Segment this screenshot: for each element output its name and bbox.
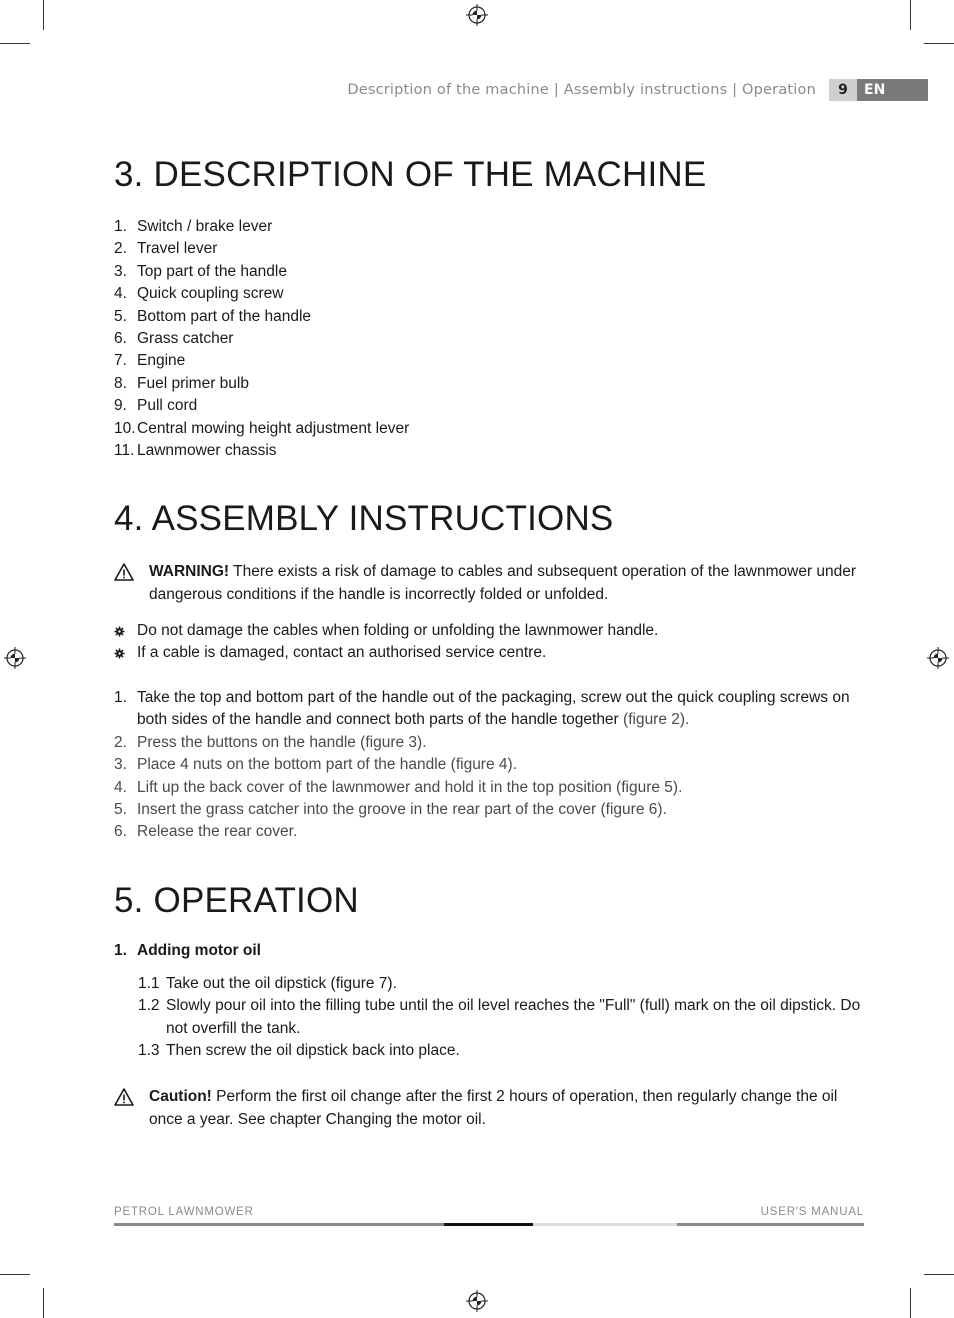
item-number: 7. [114, 352, 127, 370]
page-number: 9 [829, 79, 857, 101]
step-number: 6. [114, 823, 127, 841]
step-number: 1. [114, 689, 127, 706]
item-text: Switch / brake lever [137, 218, 273, 235]
footer-bar [533, 1223, 677, 1226]
crop-mark [0, 1274, 30, 1275]
item-text: Lawnmower chassis [137, 442, 277, 460]
warning-note [114, 561, 864, 607]
item-text: Quick coupling screw [137, 285, 284, 303]
parts-list [114, 216, 409, 462]
caution-label: Caution! [149, 1088, 212, 1105]
footer-doc-type: USER'S MANUAL [760, 1206, 864, 1218]
crop-mark [43, 1288, 44, 1318]
item-number: 2. [114, 240, 127, 258]
registration-mark-icon [466, 4, 488, 26]
list-item [114, 821, 864, 843]
step-text: Release the rear cover. [137, 823, 298, 841]
list-item [138, 995, 864, 1040]
warning-text: There exists a risk of damage to cables and subsequent operation of the lawnmower under dangerous conditions if the handle is incorrectly folded or unfolded. [149, 563, 857, 603]
step-text: Slowly pour oil into the filling tube until the oil level reaches the "Full" (full) mark on the oil dipstick. Do not overfill the tank. [166, 997, 861, 1037]
list-item [114, 620, 658, 642]
assembly-steps [114, 687, 864, 844]
item-text: Bottom part of the handle [137, 307, 312, 325]
list-item [114, 687, 864, 732]
gear-bullet-icon [114, 626, 125, 637]
item-number: 8. [114, 374, 127, 392]
crop-mark [924, 43, 954, 44]
caution-text: Perform the first oil change after the first 2 hours of operation, then regularly change the oil once a year. See chapter Changing the motor oil. [149, 1088, 838, 1128]
list-item [114, 642, 658, 664]
step-number: 1.3 [138, 1042, 160, 1060]
list-item [114, 799, 864, 821]
warning-triangle-icon [114, 563, 134, 581]
footer-bar [444, 1223, 533, 1226]
footer-bar [114, 1223, 444, 1226]
figure-reference: (figure 2). [623, 711, 690, 729]
crop-mark [910, 1288, 911, 1318]
crop-mark [910, 0, 911, 30]
item-text: Grass catcher [137, 330, 234, 348]
list-item [138, 1040, 864, 1062]
crop-mark [924, 1274, 954, 1275]
list-item [114, 350, 409, 372]
item-number: 10. [114, 419, 136, 437]
list-item [114, 777, 864, 799]
item-number: 3. [114, 262, 127, 280]
step-number: 4. [114, 778, 127, 796]
item-text: Travel lever [137, 240, 218, 258]
bullet-list [114, 620, 658, 665]
step-number: 5. [114, 801, 127, 819]
oil-steps [138, 973, 864, 1063]
item-text: Central mowing height adjustment lever [137, 419, 410, 437]
registration-mark-icon [927, 647, 949, 669]
bullet-text: Do not damage the cables when folding or unfolding the lawnmower handle. [137, 622, 659, 639]
step-number: 1.1 [138, 975, 160, 992]
step-text: Then screw the oil dipstick back into place. [166, 1042, 460, 1060]
warning-label: WARNING! [149, 563, 230, 580]
step-text: Insert the grass catcher into the groove in the rear part of the cover (figure 6). [137, 801, 667, 819]
item-number: 11. [114, 442, 135, 460]
warning-triangle-icon [114, 1088, 134, 1106]
list-item [114, 328, 409, 350]
item-text: Fuel primer bulb [137, 374, 249, 392]
step-text: Take out the oil dipstick (figure 7). [166, 975, 397, 992]
footer-product: PETROL LAWNMOWER [114, 1206, 254, 1218]
item-number: 6. [114, 330, 127, 348]
caution-note [114, 1086, 864, 1132]
step-text: Take the top and bottom part of the handle out of the packaging, screw out the quick coupling screws on both sides of the handle and connect both parts of the handle together [137, 689, 850, 729]
list-item [114, 440, 409, 462]
item-text: Engine [137, 352, 186, 370]
list-item [114, 732, 864, 754]
subsection-title: Adding motor oil [137, 942, 261, 959]
list-item [114, 754, 864, 776]
subsection-heading [114, 942, 261, 960]
list-item [114, 306, 409, 328]
step-number: 1.2 [138, 997, 160, 1015]
list-item [138, 973, 864, 995]
item-number: 9. [114, 397, 127, 415]
item-text: Pull cord [137, 397, 198, 415]
step-text: Lift up the back cover of the lawnmower and hold it in the top position (figure 5). [137, 778, 683, 796]
item-number: 1. [114, 218, 127, 235]
list-item [114, 418, 409, 440]
item-text: Top part of the handle [137, 262, 287, 280]
language-tab: EN [857, 79, 928, 101]
section-heading-operation: 5. OPERATION [114, 881, 359, 920]
step-text: Press the buttons on the handle (figure 3). [137, 733, 427, 751]
section-heading-description: 3. DESCRIPTION OF THE MACHINE [114, 155, 707, 194]
bullet-text: If a cable is damaged, contact an authorised service centre. [137, 644, 547, 662]
footer-bar [677, 1223, 864, 1226]
running-header: Description of the machine | Assembly instructions | Operation [347, 82, 816, 98]
list-item [114, 216, 409, 238]
list-item [114, 373, 409, 395]
list-item [114, 261, 409, 283]
registration-mark-icon [4, 647, 26, 669]
registration-mark-icon [466, 1290, 488, 1312]
gear-bullet-icon [114, 648, 125, 659]
list-item [114, 283, 409, 305]
section-heading-assembly: 4. ASSEMBLY INSTRUCTIONS [114, 499, 614, 538]
step-text: Place 4 nuts on the bottom part of the handle (figure 4). [137, 756, 517, 774]
crop-mark [0, 43, 30, 44]
step-number: 3. [114, 756, 127, 774]
item-number: 5. [114, 307, 127, 325]
subsection-number: 1. [114, 942, 127, 959]
list-item [114, 238, 409, 260]
item-number: 4. [114, 285, 127, 303]
list-item [114, 395, 409, 417]
crop-mark [43, 0, 44, 30]
step-number: 2. [114, 733, 127, 751]
